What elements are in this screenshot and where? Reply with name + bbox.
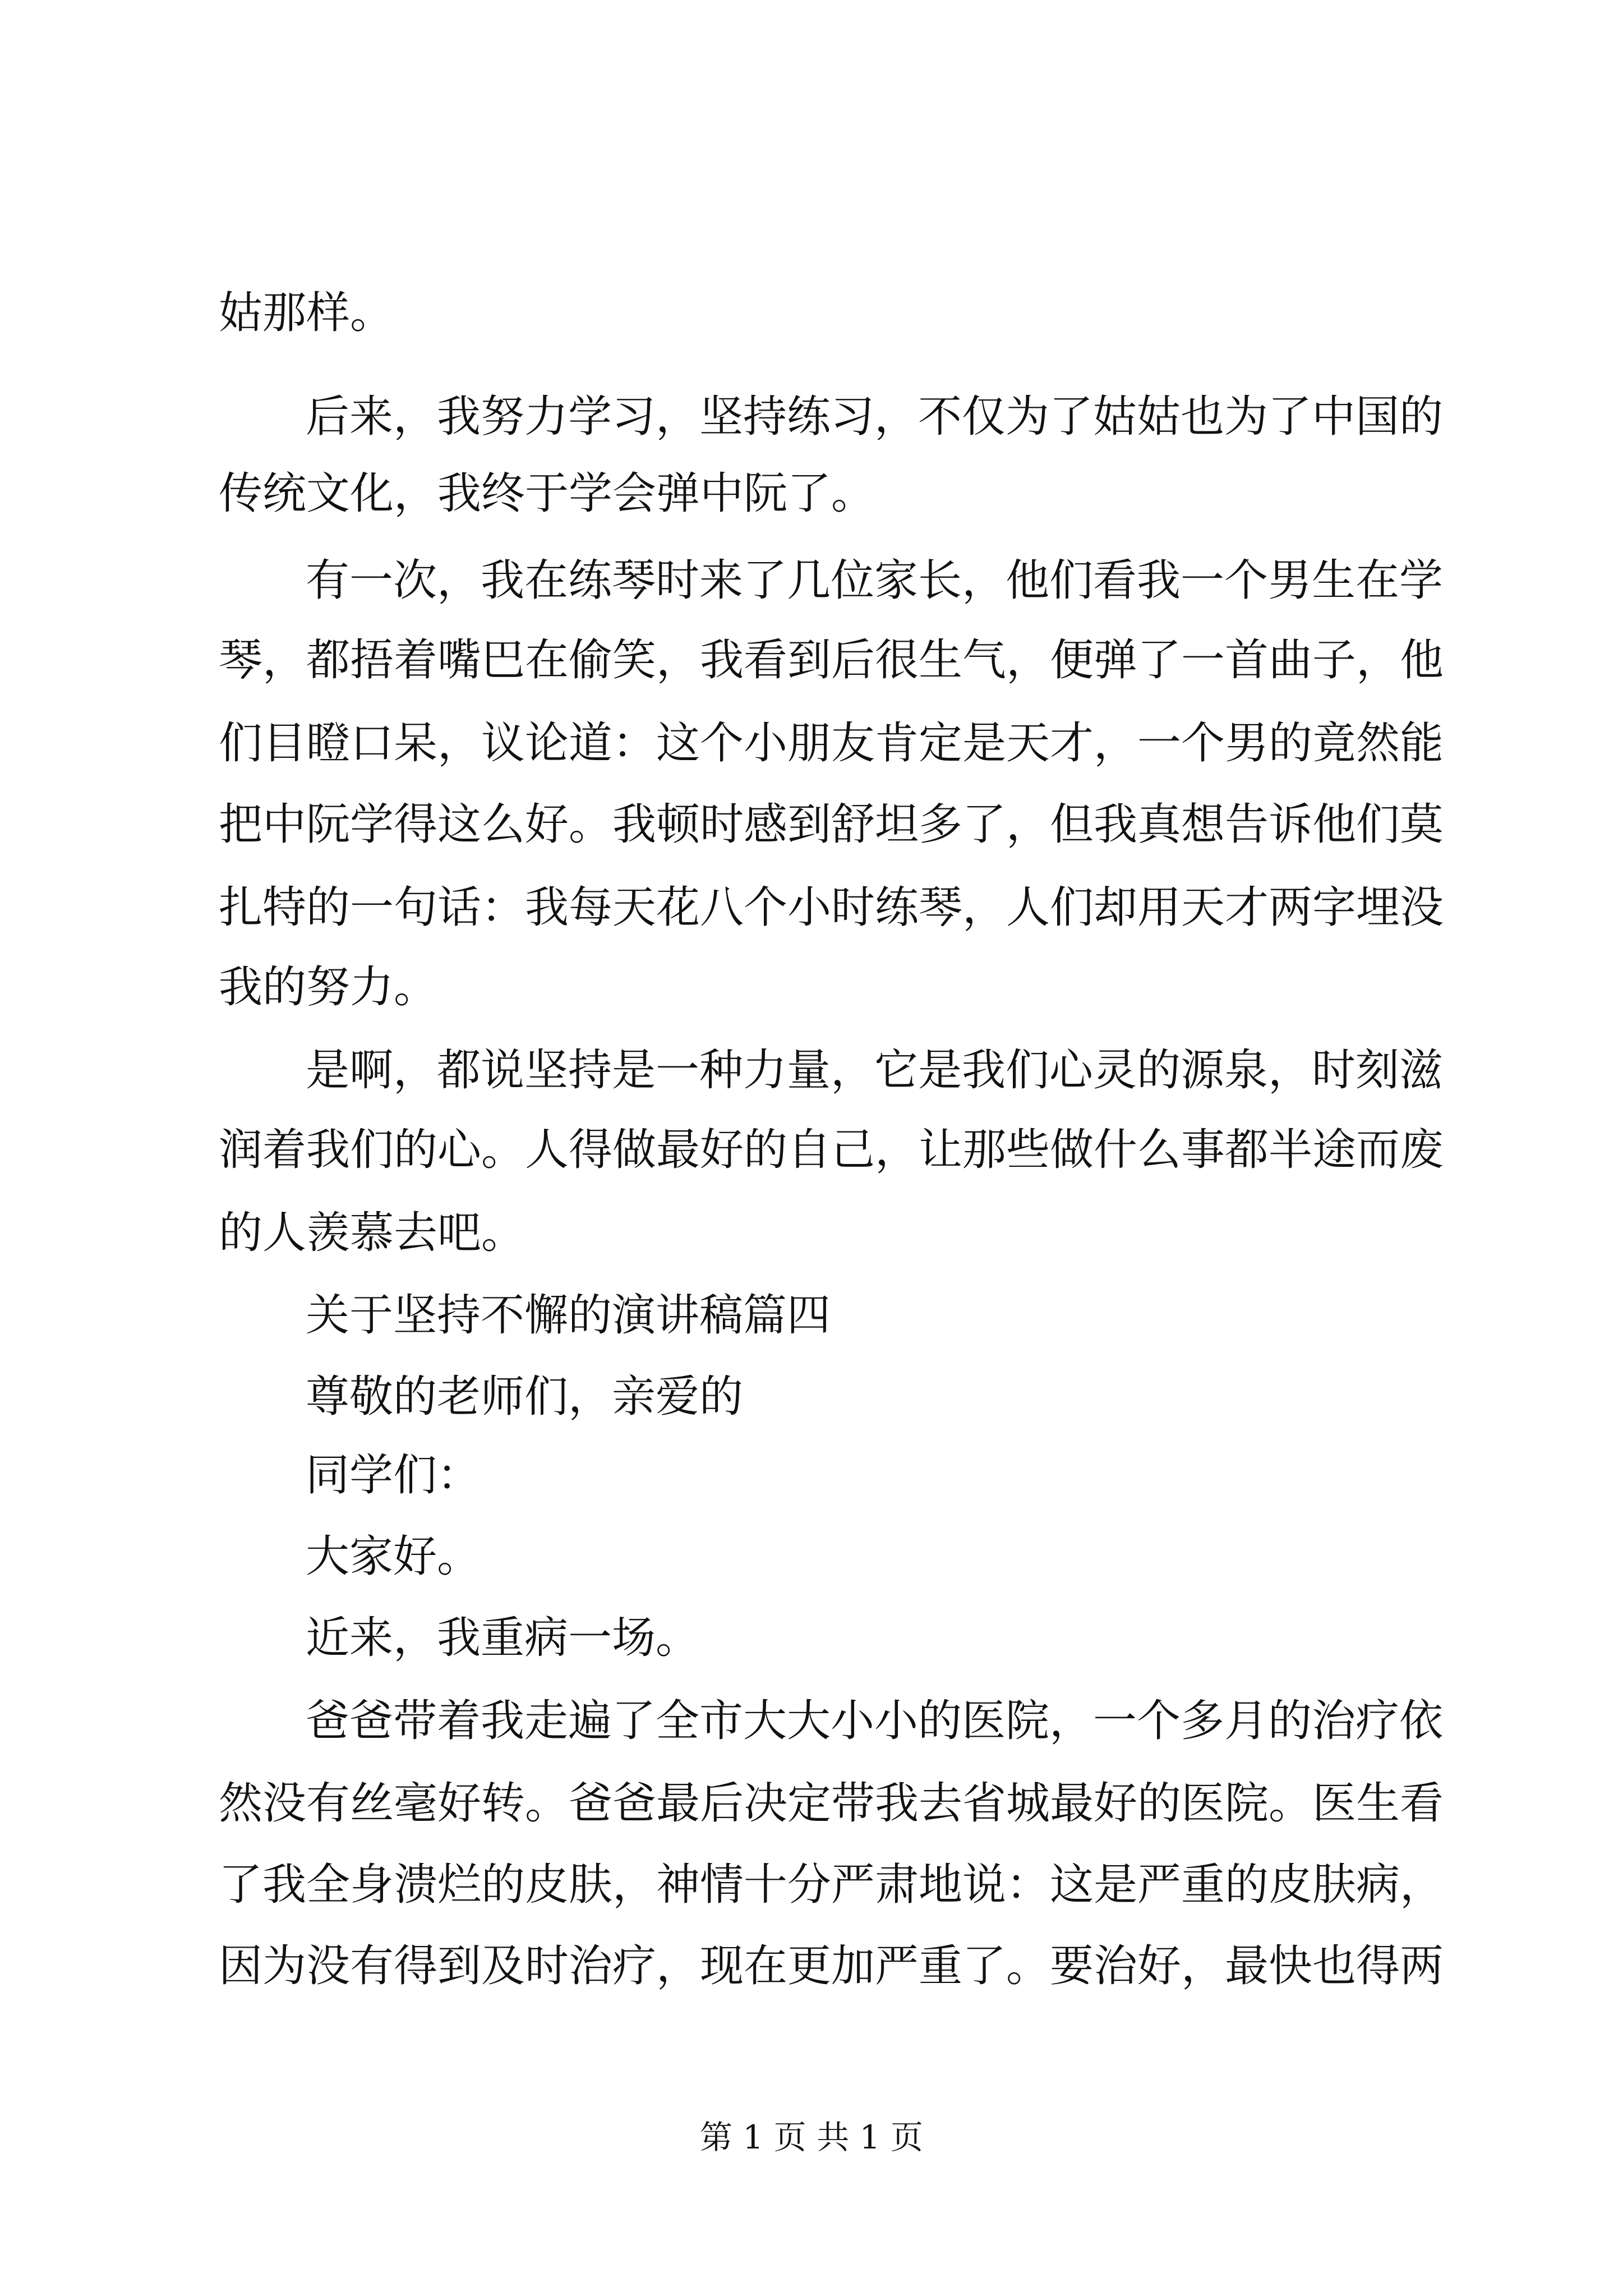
text-line: 们目瞪口呆，议论道：这个小朋友肯定是天才，一个男的竟然能 xyxy=(219,718,1444,769)
greeting-line: 尊敬的老师们，亲爱的 xyxy=(306,1372,744,1422)
paragraph-line: 后来，我努力学习，坚持练习，不仅为了姑姑也为了中国的 xyxy=(306,392,1444,442)
text-line: 传统文化，我终于学会弹中阮了。 xyxy=(219,468,875,519)
text-line: 扎特的一句话：我每天花八个小时练琴，人们却用天才两字埋没 xyxy=(219,882,1444,933)
text-line: 了我全身溃烂的皮肤，神情十分严肃地说：这是严重的皮肤病， xyxy=(219,1860,1444,1910)
page-number-footer: 第 1 页 共 1 页 xyxy=(700,2118,923,2156)
paragraph-line: 是啊，都说坚持是一种力量，它是我们心灵的源泉，时刻滋 xyxy=(306,1045,1444,1096)
text-line: 因为没有得到及时治疗，现在更加严重了。要治好，最快也得两 xyxy=(219,1941,1444,1991)
paragraph-line: 近来，我重病一场。 xyxy=(306,1613,700,1663)
paragraph-line: 爸爸带着我走遍了全市大大小小的医院，一个多月的治疗依 xyxy=(306,1696,1444,1746)
text-line: 我的努力。 xyxy=(219,962,438,1013)
greeting-line: 同学们： xyxy=(306,1450,481,1501)
text-line: 润着我们的心。人得做最好的自己，让那些做什么事都半途而废 xyxy=(219,1125,1444,1175)
text-line: 然没有丝毫好转。爸爸最后决定带我去省城最好的医院。医生看 xyxy=(219,1778,1444,1829)
text-line: 琴，都捂着嘴巴在偷笑，我看到后很生气，便弹了一首曲子，他 xyxy=(219,635,1444,685)
greeting-line: 大家好。 xyxy=(306,1531,481,1582)
paragraph-line: 有一次，我在练琴时来了几位家长，他们看我一个男生在学 xyxy=(306,555,1444,606)
text-line: 把中阮学得这么好。我顿时感到舒坦多了，但我真想告诉他们莫 xyxy=(219,799,1444,850)
text-line: 的人羡慕去吧。 xyxy=(219,1208,525,1258)
section-heading: 关于坚持不懈的演讲稿篇四 xyxy=(306,1290,831,1341)
text-line: 姑那样。 xyxy=(219,288,394,338)
